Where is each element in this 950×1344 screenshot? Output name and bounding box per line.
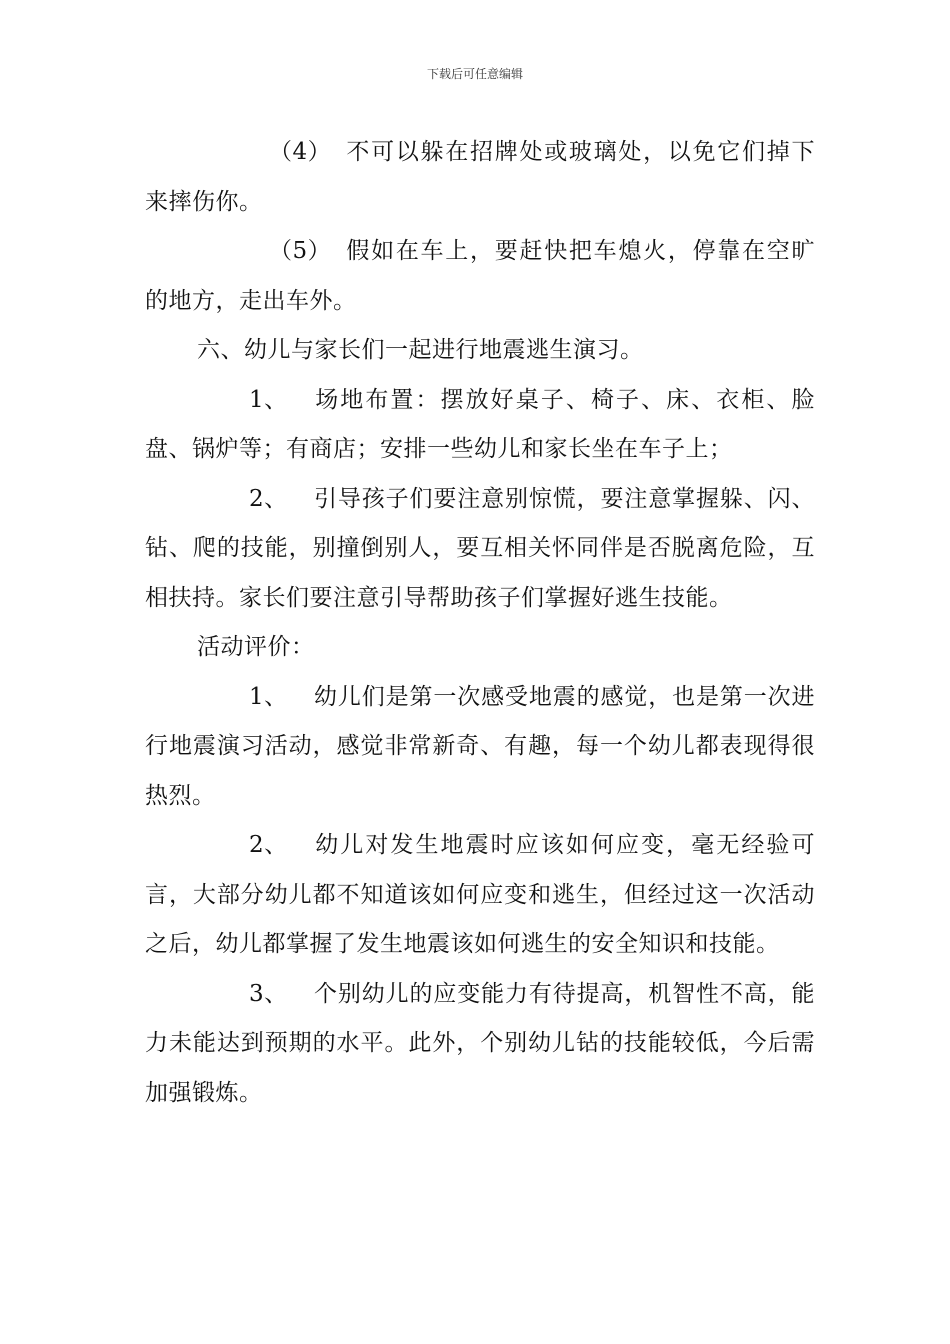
paragraph-text: 幼儿们是第一次感受地震的感觉，也是第一次进行地震演习活动，感觉非常新奇、有趣，每一个幼儿都表现得很热烈。 — [145, 683, 815, 809]
paragraph-text: 场地布置：摆放好桌子、椅子、床、衣柜、脸盘、锅炉等；有商店；安排一些幼儿和家长坐在车子上； — [145, 386, 815, 462]
item-number: （4） — [269, 139, 332, 165]
paragraph — [145, 128, 815, 227]
paragraph-text: 六、幼儿与家长们一起进行地震逃生演习。 — [197, 337, 644, 363]
paragraph — [145, 970, 815, 1119]
paragraph — [145, 673, 815, 822]
paragraph-text: 不可以躲在招牌处或玻璃处，以免它们掉下来摔伤你。 — [145, 139, 815, 215]
item-number: （5） — [269, 238, 332, 264]
item-number: 2、 — [249, 832, 288, 858]
section-heading — [145, 623, 815, 673]
item-number: 3、 — [249, 980, 288, 1007]
item-number: 2、 — [249, 485, 288, 512]
item-number: 1、 — [249, 386, 288, 413]
paragraph-text: 引导孩子们要注意别惊慌，要注意掌握躲、闪、钻、爬的技能，别撞倒别人，要互相关怀同伴是否脱离危险，互相扶持。家长们要注意引导帮助孩子们掌握好逃生技能。 — [145, 485, 815, 611]
paragraph — [145, 821, 815, 970]
paragraph — [145, 227, 815, 326]
item-number: 1、 — [249, 683, 288, 710]
page-header: 下载后可任意编辑 — [426, 67, 523, 81]
paragraph — [145, 376, 815, 475]
document-body — [145, 128, 815, 1118]
paragraph-text: 幼儿对发生地震时应该如何应变，毫无经验可言，大部分幼儿都不知道该如何应变和逃生，但经过这一次活动之后，幼儿都掌握了发生地震该如何逃生的安全知识和技能。 — [145, 832, 815, 957]
paragraph-text: 假如在车上，要赶快把车熄火，停靠在空旷的地方，走出车外。 — [145, 238, 815, 314]
section-heading — [145, 326, 815, 376]
paragraph-text: 个别幼儿的应变能力有待提高，机智性不高，能力未能达到预期的水平。此外，个别幼儿钻的技能较低，今后需加强锻炼。 — [145, 980, 815, 1106]
paragraph-text: 活动评价： — [197, 634, 315, 660]
paragraph — [145, 475, 815, 624]
